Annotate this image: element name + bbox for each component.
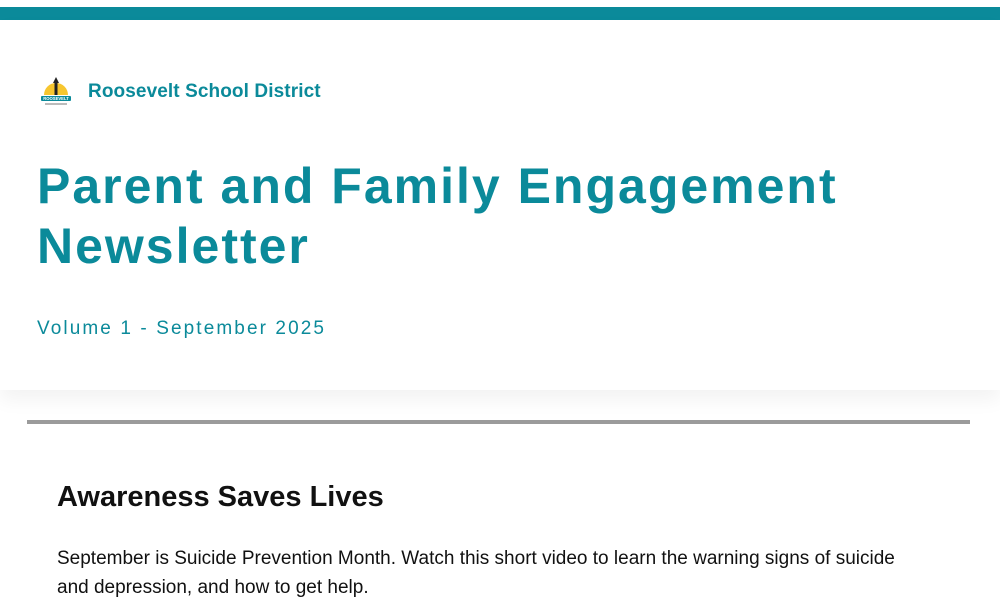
volume-date: Volume 1 - September 2025	[37, 318, 327, 339]
section-body-text: September is Suicide Prevention Month. Watch this short video to learn the warning signs of suicide and depression, and how to get help.	[57, 548, 895, 598]
section-heading: Awareness Saves Lives	[57, 481, 384, 513]
roosevelt-logo-icon	[38, 74, 74, 110]
district-name: Roosevelt School District	[88, 81, 321, 102]
svg-text:ROOSEVELT: ROOSEVELT	[43, 96, 69, 102]
district-brand	[38, 74, 321, 110]
section-divider	[27, 420, 970, 424]
newsletter-title: Parent and Family Engagement Newsletter	[37, 158, 838, 274]
top-accent-bar	[0, 7, 1000, 20]
